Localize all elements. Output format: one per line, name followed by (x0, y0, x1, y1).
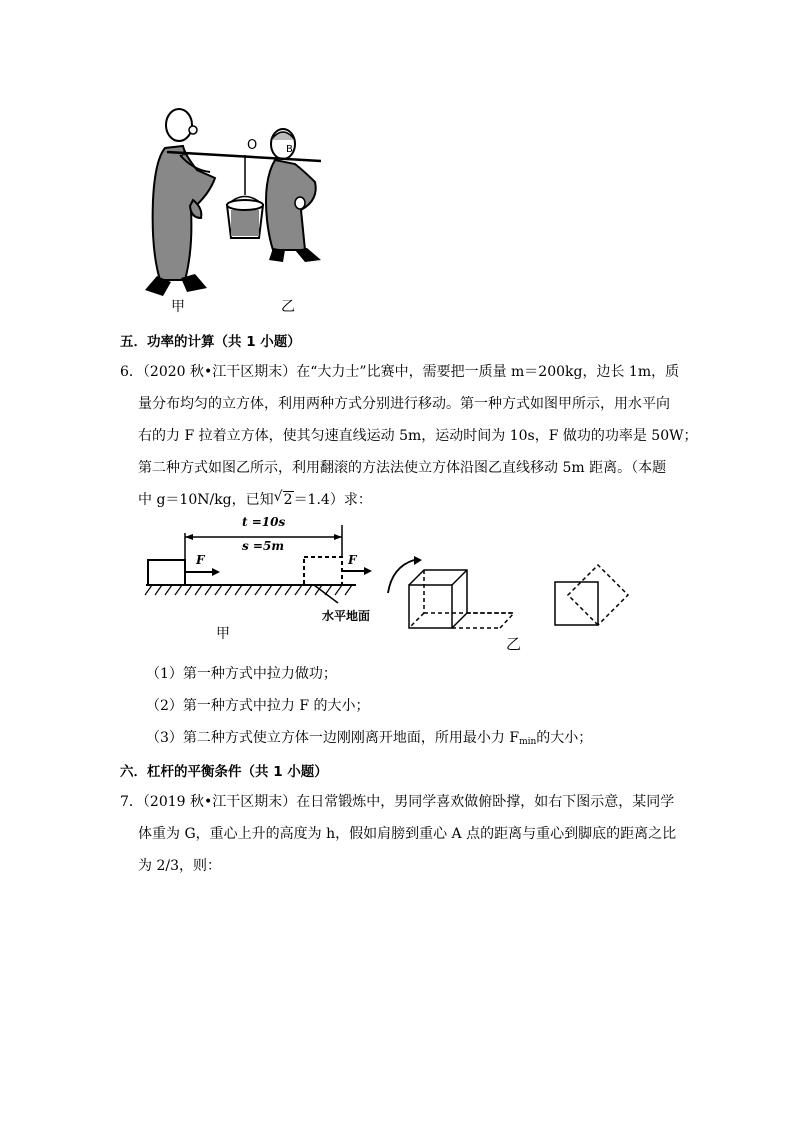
caption-fig-jia: 甲 (216, 626, 230, 642)
question-7-line-1 (120, 792, 674, 812)
point-o-label: O (247, 138, 258, 153)
section-heading-power: 五．功率的计算（共 1 小题） (120, 334, 301, 350)
question-6-sub-3-post: 的大小； (536, 730, 593, 746)
question-6-line-3: 右的力 F 拉着立方体，使其匀速直线运动 5m，运动时间为 10s，F 做功的功率是 50W； (138, 428, 698, 444)
time-label: t =10s (242, 515, 286, 529)
question-6-line-4: 第二种方式如图乙所示，利用翻滚的方法法使立方体沿图乙直线移动 5m 距离。（本题 (138, 460, 667, 476)
person-yi-drawing (266, 129, 321, 262)
question-7-text-1: （2019 秋•江干区期末）在日常锻炼中，男同学喜欢做俯卧撑，如右下图示意，某同学 (142, 794, 675, 810)
point-a-label: A (181, 149, 188, 160)
figure-carrying-pole (135, 100, 345, 320)
question-7-line-2: 体重为 G，重心上升的高度为 h，假如肩膀到重心 A 点的距离与重心到脚底的距离之比 (138, 826, 677, 842)
sqrt-expression: √ 2 (273, 489, 293, 508)
caption-fig-yi: 乙 (506, 635, 522, 653)
question-6-text-5-post: ＝1.4）求： (293, 492, 372, 508)
question-6-sub-2: （2）第一种方式中拉力 F 的大小； (146, 698, 370, 714)
force-label-left: F (196, 553, 205, 567)
ground-label: 水平地面 (322, 609, 371, 623)
point-b-label: B (286, 144, 293, 155)
question-6-text-1: （2020 秋•江干区期末）在“大力士”比赛中，需要把一质量 m＝200kg，边长 1m，质 (142, 364, 680, 380)
question-6-text-5-pre: 中 g＝10N/kg，已知 (138, 492, 274, 508)
sqrt-radicand: 2 (283, 492, 293, 508)
question-6-line-5 (138, 490, 372, 510)
f-min-subscript: min (519, 737, 537, 747)
question-6-sub-1: （1）第一种方式中拉力做功； (146, 666, 337, 682)
cube-movement-diagram (138, 515, 638, 655)
caption-yi: 乙 (281, 299, 295, 315)
carrying-pole-illustration (135, 100, 345, 320)
person-jia-drawing (145, 109, 215, 296)
caption-jia: 甲 (171, 299, 185, 315)
question-7-number: 7． (120, 794, 143, 810)
question-6-sub-3 (146, 728, 592, 752)
section-heading-lever: 六．杠杆的平衡条件（共 1 小题） (120, 764, 328, 780)
question-6-number: 6． (120, 364, 143, 380)
question-7-line-3: 为 2/3，则： (138, 858, 221, 874)
figure-cube-movement (138, 515, 638, 655)
question-6-line-1 (120, 362, 679, 382)
question-6-sub-3-pre: （3）第二种方式使立方体一边刚刚离开地面，所用最小力 F (146, 730, 520, 746)
force-label-right: F (348, 553, 357, 567)
question-6-line-2: 量分布均匀的立方体，利用两种方式分别进行移动。第一种方式如图甲所示，用水平向 (138, 396, 670, 412)
distance-label: s =5m (242, 539, 285, 553)
